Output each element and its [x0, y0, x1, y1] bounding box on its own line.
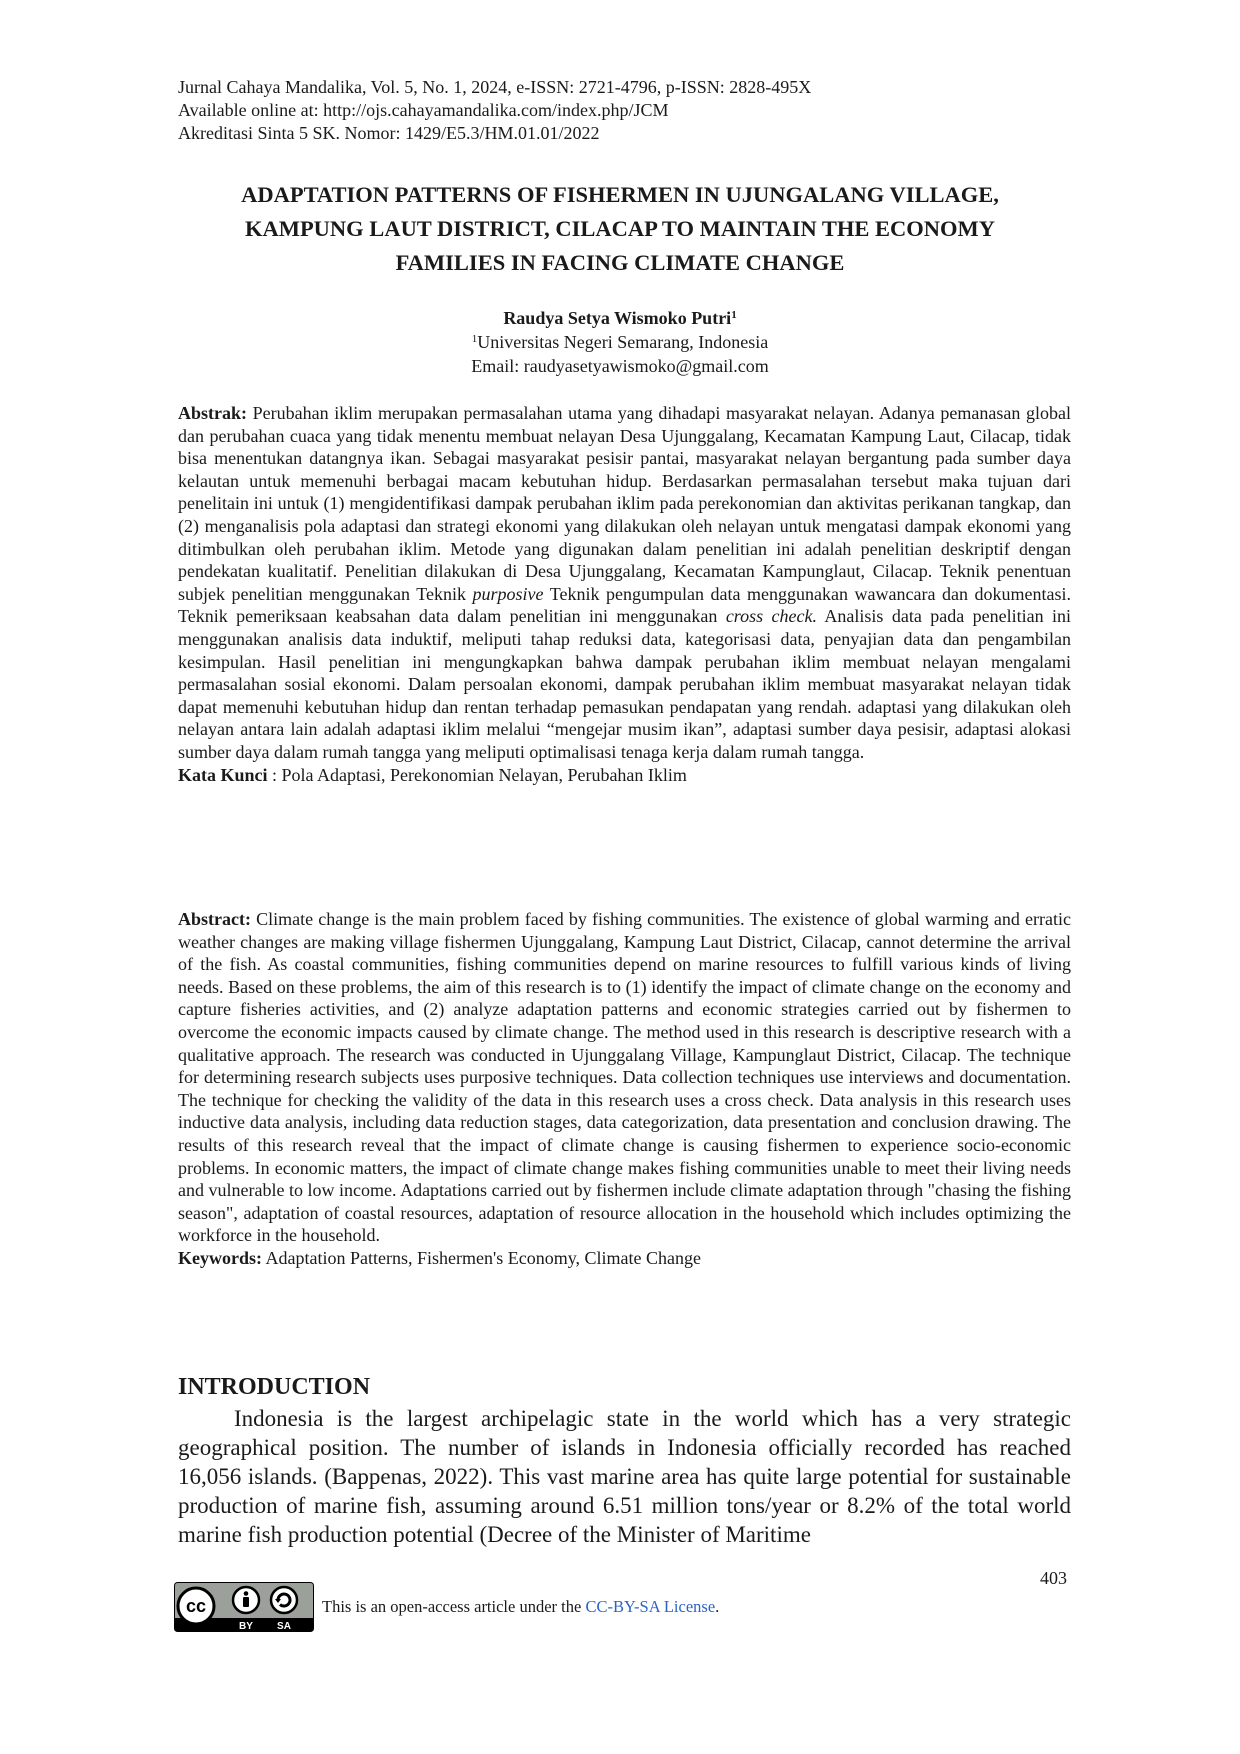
author-affiliation-line	[170, 330, 1070, 354]
journal-citation: Jurnal Cahaya Mandalika, Vol. 5, No. 1, 2024, e-ISSN: 2721-4796, p-ISSN: 2828-495X	[178, 77, 812, 97]
abstrak-section	[178, 402, 1071, 786]
abstrak-text-1: Perubahan iklim merupakan permasalahan utama yang dihadapi masyarakat nelayan. Adanya pemanasan global dan perubahan cuaca yang tidak menentu membuat nelayan Desa Ujunggalang, Kecamatan Kampung Laut, Cilacap, tidak bisa menentukan datangnya ikan. Sebagai masyarakat pesisir pantai, masyarakat nelayan bergantung pada sumber daya kelautan untuk memenuhi berbagai macam kebutuhan hidup. Berdasarkan permasalahan tersebut maka tujuan dari penelitain ini untuk (1) mengidentifikasi dampak perubahan iklim pada perekonomian dan aktivitas perikanan tangkap, dan (2) menganalisis pola adaptasi dan strategi ekonomi yang dilakukan oleh nelayan untuk mengatasi dampak ekonomi yang ditimbulkan oleh perubahan iklim. Metode yang digunakan dalam penelitian ini adalah penelitian deskriptif dengan pendekatan kualitatif. Penelitian dilakukan di Desa Ujunggalang, Kecamatan Kampunglaut, Cilacap. Teknik penentuan subjek penelitian menggunakan Teknik	[178, 403, 1071, 604]
title-line-3: FAMILIES IN FACING CLIMATE CHANGE	[395, 250, 845, 275]
badge-sa-text: SA	[277, 1621, 291, 1632]
journal-url-line: Available online at: http://ojs.cahayamandalika.com/index.php/JCM	[178, 100, 669, 120]
license-statement	[322, 1597, 719, 1617]
cc-by-sa-badge-icon[interactable]	[174, 1582, 314, 1632]
kata-kunci-label: Kata Kunci	[178, 764, 268, 785]
abstract-text: Climate change is the main problem faced by fishing communities. The existence of global warming and erratic weather changes are making village fishermen Ujunggalang, Kampung Laut District, Cilacap, cannot determine the arrival of the fish. As coastal communities, fishing communities depend on marine resources to fulfill various kinds of living needs. Based on these problems, the aim of this research is to (1) identify the impact of climate change on the economy and capture fisheries activities, and (2) analyze adaptation patterns and economic strategies carried out by fishermen to overcome the economic impacts caused by climate change. The method used in this research is descriptive research with a qualitative approach. The research was conducted in Ujunggalang Village, Kampunglaut District, Cilacap. The technique for determining research subjects uses purposive techniques. Data collection techniques use interviews and documentation. The technique for checking the validity of the data in this research uses a cross check. Data analysis in this research uses inductive data analysis, including data reduction stages, data categorization, data presentation and conclusion drawing. The results of this research reveal that the impact of climate change is causing fishermen to experience socio-economic problems. In economic matters, the impact of climate change makes fishing communities unable to meet their living needs and vulnerable to low income. Adaptations carried out by fishermen include climate adaptation through "chasing the fishing season", adaptation of coastal resources, adaptation of resource allocation in the household which includes optimizing the workforce in the household.	[178, 909, 1071, 1246]
keywords-text: Adaptation Patterns, Fishermen's Economy, Climate Change	[262, 1247, 702, 1268]
journal-header	[178, 76, 811, 145]
license-footer	[174, 1582, 719, 1632]
abstrak-label: Abstrak:	[178, 403, 248, 423]
badge-by-text: BY	[239, 1621, 253, 1632]
abstrak-paragraph	[178, 402, 1071, 764]
abstrak-text-2: Teknik pengumpulan data menggunakan wawancara dan dokumentasi. Teknik pemeriksaan keabsahan data dalam penelitian ini menggunakan	[178, 583, 1072, 627]
cc-logo-text: cc	[185, 1596, 207, 1616]
author-superscript: 1	[731, 309, 737, 321]
author-block	[170, 306, 1070, 378]
abstrak-text-3: Analisis data pada penelitian ini menggunakan analisis data induktif, meliputi tahap reduksi data, kategorisasi data, penyajian data dan pengambilan kesimpulan. Hasil penelitian ini mengungkapkan bahwa dampak perubahan iklim membuat nelayan mengalami permasalahan sosial ekonomi. Dalam persoalan ekonomi, dampak perubahan iklim membuat masyarakat nelayan tidak dapat memenuhi kebutuhan hidup dan rentan terhadap pemasukan pendapatan yang rendah. adaptasi yang dilakukan oleh nelayan antara lain adalah adaptasi iklim melalui “mengejar musim ikan”, adaptasi sumber daya pesisir, adaptasi alokasi sumber daya dalam rumah tangga yang meliputi optimalisasi tenaga kerja dalam rumah tangga.	[178, 606, 1071, 762]
keywords-label: Keywords:	[178, 1247, 262, 1268]
paper-title	[170, 178, 1070, 280]
abstract-paragraph	[178, 908, 1071, 1247]
license-link[interactable]: CC-BY-SA License	[585, 1597, 716, 1616]
abstrak-italic-purposive: purposive	[472, 583, 544, 604]
author-email: Email: raudyasetyawismoko@gmail.com	[471, 356, 769, 376]
abstrak-italic-cross-check: cross check.	[725, 606, 818, 627]
journal-accreditation: Akreditasi Sinta 5 SK. Nomor: 1429/E5.3/HM.01.01/2022	[178, 123, 600, 143]
author-affiliation: Universitas Negeri Semarang, Indonesia	[477, 332, 769, 352]
abstract-label: Abstract:	[178, 909, 251, 929]
license-suffix: .	[715, 1597, 720, 1616]
title-line-1: ADAPTATION PATTERNS OF FISHERMEN IN UJUNGALANG VILLAGE,	[241, 182, 999, 207]
author-name: Raudya Setya Wismoko Putri	[503, 308, 732, 328]
introduction-paragraph: Indonesia is the largest archipelagic state in the world which has a very strategic geographical position. The number of islands in Indonesia officially recorded has reached 16,056 islands. (Bappenas, 2022). This vast marine area has quite large potential for sustainable production of marine fish, assuming around 6.51 million tons/year or 8.2% of the total world marine fish production potential (Decree of the Minister of Maritime	[178, 1406, 1071, 1547]
abstract-section	[178, 908, 1071, 1270]
kata-kunci	[178, 764, 1071, 787]
introduction-heading: INTRODUCTION	[178, 1374, 371, 1400]
affiliation-superscript: 1	[471, 333, 478, 345]
author-name-line	[170, 306, 1070, 330]
license-prefix: This is an open-access article under the	[322, 1597, 586, 1616]
title-line-2: KAMPUNG LAUT DISTRICT, CILACAP TO MAINTAIN THE ECONOMY	[244, 216, 996, 241]
kata-kunci-text: : Pola Adaptasi, Perekonomian Nelayan, Perubahan Iklim	[267, 764, 687, 785]
page-number: 403	[1040, 1568, 1067, 1588]
keywords	[178, 1247, 1071, 1270]
